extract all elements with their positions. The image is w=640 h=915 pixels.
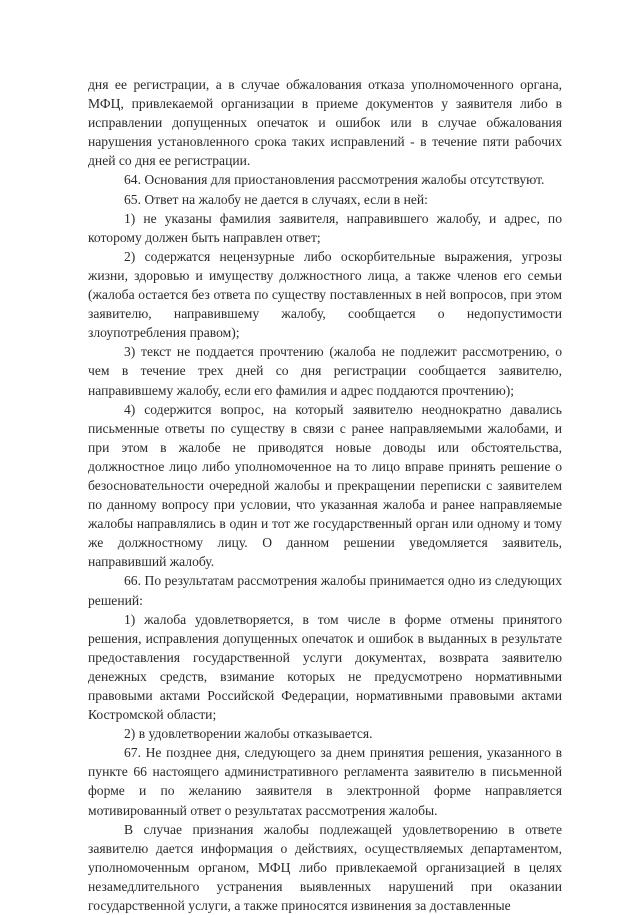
paragraph-67: 67. Не позднее дня, следующего за днем принятия решения, указанного в пункте 66 настоящего административного регламента заявителю в письменной форме и по желанию заявителя в электронной форме направляется мотивированный ответ о результатах рассмотрения жалобы.: [88, 745, 562, 818]
paragraph-65: 65. Ответ на жалобу не дается в случаях, если в ней:: [124, 191, 428, 207]
paragraph-64: 64. Основания для приостановления рассмотрения жалобы отсутствуют.: [124, 172, 545, 188]
document-body: [88, 75, 562, 915]
list-item-65-3: 3) текст не поддается прочтению (жалоба не подлежит рассмотрению, о чем в течение трех дней со дня регистрации сообщается заявителю, направившему жалобу, если его фамилия и адрес поддаются прочтению);: [88, 344, 562, 398]
list-item-66-1: 1) жалоба удовлетворяется, в том числе в форме отмены принятого решения, исправления допущенных опечаток и ошибок в выданных в результате предоставления государственной услуги документах, возврата заявителю денежных средств, взимание которых не предусмотрено нормативными правовыми актами Российской Федерации, нормативными правовыми актами Костромской области;: [88, 611, 562, 723]
list-item-65-2: 2) содержатся нецензурные либо оскорбительные выражения, угрозы жизни, здоровью и имуществу должностного лица, а также членов его семьи (жалоба остается без ответа по существу поставленных в ней вопросов, при этом заявителю, направившему жалобу, сообщается о недопустимости злоупотребления правом);: [88, 248, 562, 341]
list-item-66-2: 2) в удовлетворении жалобы отказывается.: [124, 726, 373, 742]
list-item-65-1: 1) не указаны фамилия заявителя, направившего жалобу, и адрес, по которому должен быть направлен ответ;: [88, 210, 562, 245]
list-item-65-4: 4) содержится вопрос, на который заявителю неоднократно давались письменные ответы по существу в связи с ранее направляемыми жалобами, и при этом в жалобе не приводятся новые доводы или обстоятельства, должностное лицо либо уполномоченное на то лицо вправе принять решение о безосновательности очередной жалобы и прекращении переписки с заявителем по данному вопросу при условии, что указанная жалоба и ранее направляемые жалобы направлялись в один и тот же государственный орган или одному и тому же должностному лицу. О данном решении уведомляется заявитель, направивший жалобу.: [88, 401, 562, 570]
paragraph-66: 66. По результатам рассмотрения жалобы принимается одно из следующих решений:: [88, 573, 562, 608]
paragraph-1: дня ее регистрации, а в случае обжалования отказа уполномоченного органа, МФЦ, привлекаемой организации в приеме документов у заявителя либо в исправлении допущенных опечаток и ошибок или в случае обжалования нарушения установленного срока таких исправлений - в течение пяти рабочих дней со дня ее регистрации.: [88, 77, 562, 169]
paragraph-67-continued: В случае признания жалобы подлежащей удовлетворению в ответе заявителю дается информация о действиях, осуществляемых департаментом, уполномоченным органом, МФЦ либо привлекаемой организацией в целях незамедлительного устранения выявленных нарушений при оказании государственной услуги, а также приносятся извинения за доставленные: [88, 821, 562, 914]
